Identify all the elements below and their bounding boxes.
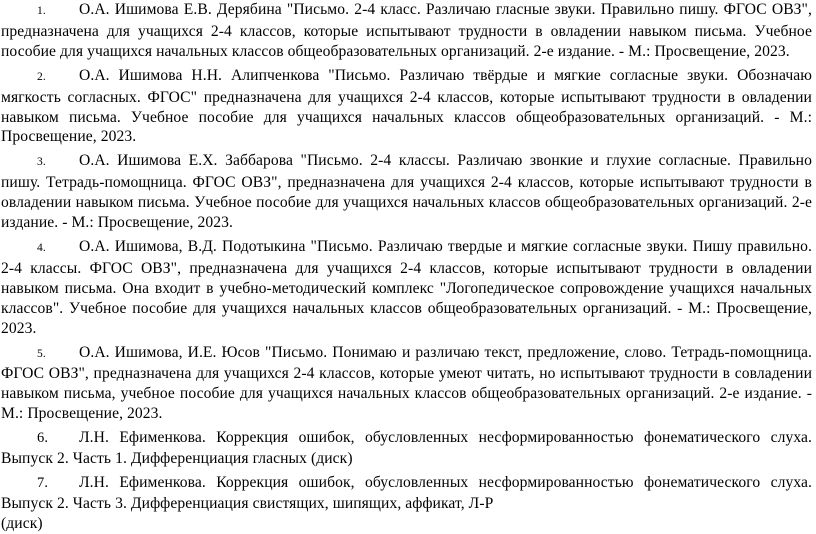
list-item: [1, 237, 812, 339]
list-item-text-tail: (диск): [1, 514, 43, 532]
list-number: 2.: [37, 70, 46, 83]
list-item: [1, 428, 812, 469]
list-number: 3.: [37, 156, 46, 169]
list-number: 6.: [37, 430, 49, 447]
list-item-text: О.А. Ишимова, В.Д. Подотыкина "Письмо. Различаю твердые и мягкие согласные звуки. Пишу правильно. 2-4 классы. ФГОС ОВЗ", предназначена для учащихся 2-4 классов, которые испытывают трудности в овладении навыком письма. Она входит в учебно-методический комплекс "Логопедическое сопровождение учащихся начальных классов". Учебное пособие для учащихся начальных классов общеобразовательных организаций. - М.: Просвещение, 2023.: [1, 237, 812, 337]
list-item-text: Л.Н. Ефименкова. Коррекция ошибок, обусловленных несформированностью фонематического слуха. Выпуск 2. Часть 3. Дифференциация свистящих, шипящих, аффикат, Л-Р: [1, 473, 812, 512]
list-item: [1, 0, 812, 62]
list-item: [1, 151, 812, 233]
list-item: [1, 66, 812, 148]
list-item-text: О.А. Ишимова Н.Н. Алипченкова "Письмо. Различаю твёрдые и мягкие согласные звуки. Обозначаю мягкость согласных. ФГОС" предназначена для учащихся 2-4 классов, которые испытывают трудности в овладении навыком письма. Учебное пособие для учащихся начальных классов общеобразовательных организаций. - М.: Просвещение, 2023.: [1, 66, 812, 146]
list-item: [1, 473, 812, 534]
list-item: [1, 343, 812, 425]
list-number: 1.: [37, 5, 46, 17]
list-number: 7.: [37, 474, 49, 491]
list-number: 4.: [37, 241, 46, 254]
list-number: 5.: [37, 347, 46, 360]
list-item-text: О.А. Ишимова Е.Х. Заббарова "Письмо. 2-4 классы. Различаю звонкие и глухие согласные. Правильно пишу. Тетрадь-помощница. ФГОС ОВЗ", предназначена для учащихся 2-4 классов, которые испытывают трудности в овладении навыком письма. Учебное пособие для учащихся начальных классов общеобразовательных организаций. 2-е издание. - М.: Просвещение, 2023.: [1, 152, 812, 232]
list-item-text: О.А. Ишимова Е.В. Дерябина "Письмо. 2-4 класс. Различаю гласные звуки. Правильно пишу. ФГОС ОВЗ", предназначена для учащихся 2-4 классов, которые испытывают трудности в овладении навыком письма. Учебное пособие для учащихся начальных классов общеобразовательных организаций. 2-е издание. - М.: Просвещение, 2023.: [1, 1, 812, 60]
list-item-text: Л.Н. Ефименкова. Коррекция ошибок, обусловленных несформированностью фонематического слуха. Выпуск 2. Часть 1. Дифференциация гласных (диск): [1, 429, 812, 468]
list-item-text: О.А. Ишимова, И.Е. Юсов "Письмо. Понимаю и различаю текст, предложение, слово. Тетрадь-помощница. ФГОС ОВЗ", предназначена для учащихся 2-4 классов, которые умеют читать, но испытывают трудности в совладении навыком письма, учебное пособие для учащихся начальных классов общеобразовательных организаций. 2-е издание. - М.: Просвещение, 2023.: [1, 343, 812, 423]
